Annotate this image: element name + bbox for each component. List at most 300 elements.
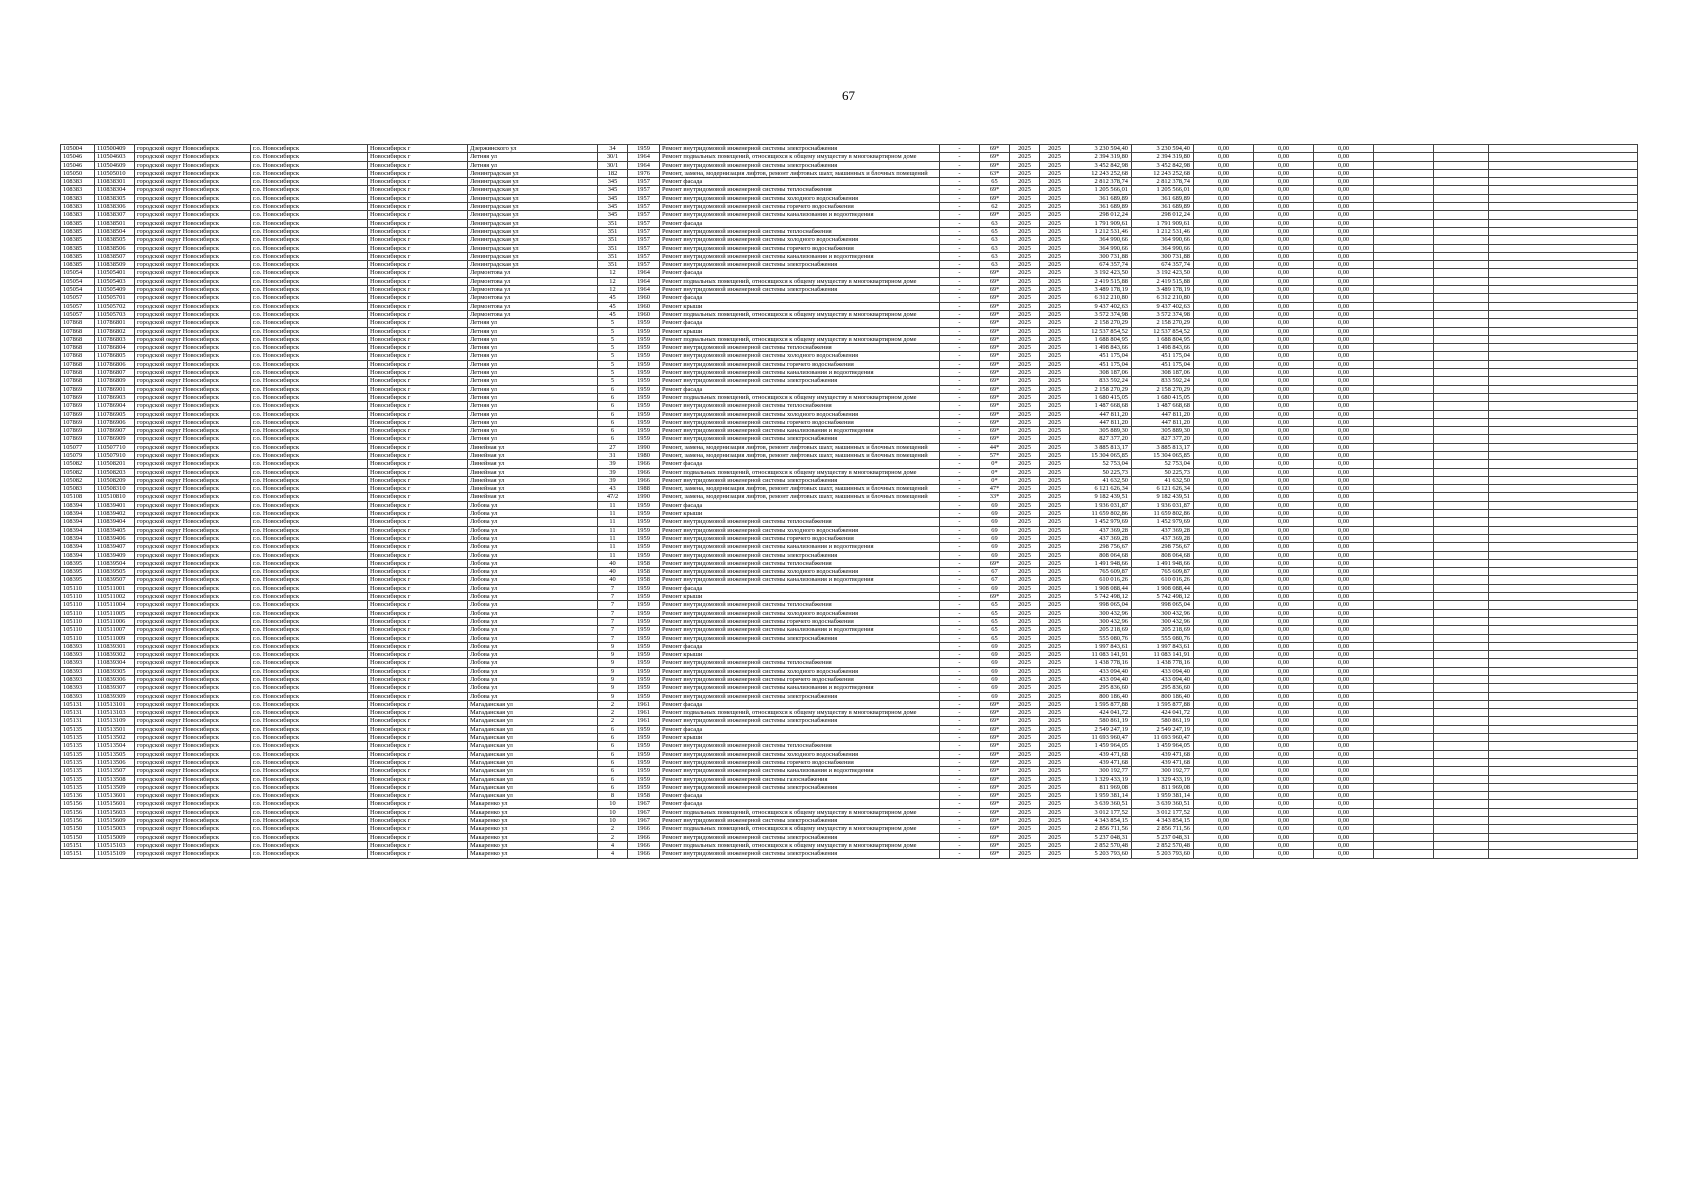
cell-wear-percent: 65 (980, 626, 1010, 634)
cell-work-type: Ремонт внутридомовой инженерной системы электроснабжения (660, 161, 940, 169)
cell-house-number: 45 (598, 310, 628, 318)
cell-build-year: 1957 (628, 252, 660, 260)
cell-street: Лермонтова ул (468, 302, 598, 310)
cell-district: г.о. Новосибирск (251, 684, 368, 692)
cell-wear-percent: 69* (980, 327, 1010, 335)
cell-fund-cost: 610 016,26 (1132, 576, 1194, 584)
cell-value-1: 0,00 (1194, 169, 1254, 177)
cell-empty-2 (1434, 518, 1489, 526)
cell-work-type: Ремонт внутридомовой инженерной системы канализования и водоотведения (660, 543, 940, 551)
cell-dash: - (940, 418, 980, 426)
cell-empty-3 (1489, 269, 1638, 277)
cell-empty-3 (1489, 825, 1638, 833)
table-row (61, 642, 1638, 650)
cell-year-start: 2025 (1010, 659, 1040, 667)
cell-empty-3 (1489, 850, 1638, 858)
cell-empty-1 (1374, 377, 1434, 385)
cell-total-cost: 300 192,77 (1070, 767, 1132, 775)
cell-street: Летняя ул (468, 335, 598, 343)
cell-work-type: Ремонт внутридомовой инженерной системы холодного водоснабжения (660, 352, 940, 360)
cell-empty-2 (1434, 211, 1489, 219)
cell-empty-1 (1374, 360, 1434, 368)
cell-fund-cost: 1 595 877,88 (1132, 700, 1194, 708)
cell-value-1: 0,00 (1194, 684, 1254, 692)
cell-year-end: 2025 (1040, 302, 1070, 310)
cell-empty-2 (1434, 418, 1489, 426)
cell-wear-percent: 69* (980, 369, 1010, 377)
cell-value-2: 0,00 (1254, 808, 1314, 816)
cell-city: Новосибирск г (368, 825, 468, 833)
table-row (61, 352, 1638, 360)
cell-dash: - (940, 551, 980, 559)
cell-empty-3 (1489, 352, 1638, 360)
cell-value-2: 0,00 (1254, 360, 1314, 368)
cell-year-end: 2025 (1040, 792, 1070, 800)
cell-value-3: 0,00 (1314, 360, 1374, 368)
cell-value-2: 0,00 (1254, 410, 1314, 418)
cell-year-end: 2025 (1040, 178, 1070, 186)
cell-municipality: городской округ Новосибирск (135, 186, 251, 194)
cell-value-1: 0,00 (1194, 725, 1254, 733)
cell-build-year: 1959 (628, 783, 660, 791)
cell-empty-2 (1434, 758, 1489, 766)
cell-house-id: 108385 (61, 219, 95, 227)
cell-year-end: 2025 (1040, 617, 1070, 625)
cell-value-3: 0,00 (1314, 501, 1374, 509)
cell-district: г.о. Новосибирск (251, 808, 368, 816)
cell-wear-percent: 69* (980, 294, 1010, 302)
cell-dash: - (940, 145, 980, 153)
cell-city: Новосибирск г (368, 634, 468, 642)
cell-year-start: 2025 (1010, 568, 1040, 576)
cell-value-1: 0,00 (1194, 510, 1254, 518)
cell-value-2: 0,00 (1254, 178, 1314, 186)
table-row (61, 476, 1638, 484)
cell-total-cost: 2 158 270,29 (1070, 385, 1132, 393)
cell-house-id: 105054 (61, 277, 95, 285)
cell-work-code: 110507910 (95, 451, 135, 459)
cell-total-cost: 50 225,73 (1070, 468, 1132, 476)
cell-total-cost: 6 121 626,34 (1070, 485, 1132, 493)
cell-fund-cost: 1 498 843,66 (1132, 344, 1194, 352)
cell-year-end: 2025 (1040, 576, 1070, 584)
table-row (61, 385, 1638, 393)
cell-city: Новосибирск г (368, 460, 468, 468)
cell-year-end: 2025 (1040, 252, 1070, 260)
cell-house-number: 27 (598, 443, 628, 451)
cell-wear-percent: 69* (980, 393, 1010, 401)
cell-value-3: 0,00 (1314, 269, 1374, 277)
cell-empty-1 (1374, 468, 1434, 476)
cell-value-1: 0,00 (1194, 568, 1254, 576)
cell-empty-2 (1434, 435, 1489, 443)
cell-value-1: 0,00 (1194, 485, 1254, 493)
cell-wear-percent: 63 (980, 219, 1010, 227)
cell-wear-percent: 69 (980, 518, 1010, 526)
cell-value-2: 0,00 (1254, 700, 1314, 708)
cell-street: Магаданская ул (468, 709, 598, 717)
cell-value-3: 0,00 (1314, 402, 1374, 410)
cell-value-2: 0,00 (1254, 825, 1314, 833)
cell-year-end: 2025 (1040, 510, 1070, 518)
cell-year-start: 2025 (1010, 601, 1040, 609)
cell-street: Лобова ул (468, 626, 598, 634)
cell-build-year: 1958 (628, 576, 660, 584)
cell-district: г.о. Новосибирск (251, 659, 368, 667)
cell-work-type: Ремонт внутридомовой инженерной системы электроснабжения (660, 717, 940, 725)
cell-year-start: 2025 (1010, 576, 1040, 584)
cell-street: Магаданская ул (468, 767, 598, 775)
cell-dash: - (940, 252, 980, 260)
table-row (61, 493, 1638, 501)
cell-work-code: 110508203 (95, 468, 135, 476)
cell-value-3: 0,00 (1314, 294, 1374, 302)
cell-value-3: 0,00 (1314, 850, 1374, 858)
cell-work-code: 110786907 (95, 427, 135, 435)
cell-district: г.о. Новосибирск (251, 817, 368, 825)
cell-street: Летняя ул (468, 402, 598, 410)
cell-value-2: 0,00 (1254, 518, 1314, 526)
cell-year-end: 2025 (1040, 775, 1070, 783)
cell-house-number: 11 (598, 551, 628, 559)
table-row (61, 709, 1638, 717)
cell-street: Лобова ул (468, 501, 598, 509)
cell-value-2: 0,00 (1254, 510, 1314, 518)
cell-dash: - (940, 319, 980, 327)
cell-year-end: 2025 (1040, 402, 1070, 410)
cell-house-id: 105150 (61, 833, 95, 841)
cell-house-number: 5 (598, 369, 628, 377)
cell-dash: - (940, 435, 980, 443)
cell-empty-2 (1434, 783, 1489, 791)
cell-dash: - (940, 634, 980, 642)
cell-total-cost: 447 811,20 (1070, 418, 1132, 426)
cell-year-end: 2025 (1040, 451, 1070, 459)
cell-municipality: городской округ Новосибирск (135, 767, 251, 775)
cell-street: Лобова ул (468, 609, 598, 617)
cell-empty-3 (1489, 559, 1638, 567)
cell-year-end: 2025 (1040, 841, 1070, 849)
cell-total-cost: 1 438 778,16 (1070, 659, 1132, 667)
cell-empty-1 (1374, 344, 1434, 352)
cell-year-end: 2025 (1040, 203, 1070, 211)
cell-work-code: 110505010 (95, 169, 135, 177)
cell-value-2: 0,00 (1254, 161, 1314, 169)
cell-empty-3 (1489, 410, 1638, 418)
cell-build-year: 1959 (628, 651, 660, 659)
cell-year-end: 2025 (1040, 692, 1070, 700)
cell-value-2: 0,00 (1254, 145, 1314, 153)
cell-dash: - (940, 186, 980, 194)
cell-house-number: 11 (598, 526, 628, 534)
cell-empty-3 (1489, 153, 1638, 161)
cell-total-cost: 3 192 423,50 (1070, 269, 1132, 277)
cell-empty-3 (1489, 377, 1638, 385)
cell-total-cost: 361 689,89 (1070, 194, 1132, 202)
cell-value-3: 0,00 (1314, 817, 1374, 825)
cell-empty-3 (1489, 443, 1638, 451)
cell-year-start: 2025 (1010, 692, 1040, 700)
cell-empty-1 (1374, 476, 1434, 484)
cell-year-start: 2025 (1010, 468, 1040, 476)
cell-municipality: городской округ Новосибирск (135, 153, 251, 161)
cell-city: Новосибирск г (368, 219, 468, 227)
cell-dash: - (940, 783, 980, 791)
cell-work-type: Ремонт, замена, модернизация лифтов, ремонт лифтовых шахт, машинных и блочных помещений (660, 485, 940, 493)
cell-empty-1 (1374, 634, 1434, 642)
cell-municipality: городской округ Новосибирск (135, 435, 251, 443)
cell-work-code: 110838507 (95, 252, 135, 260)
cell-build-year: 1959 (628, 418, 660, 426)
cell-fund-cost: 300 731,88 (1132, 252, 1194, 260)
cell-value-1: 0,00 (1194, 211, 1254, 219)
cell-total-cost: 3 885 813,17 (1070, 443, 1132, 451)
cell-wear-percent: 65 (980, 634, 1010, 642)
cell-value-2: 0,00 (1254, 634, 1314, 642)
cell-work-code: 110508310 (95, 485, 135, 493)
cell-city: Новосибирск г (368, 568, 468, 576)
cell-house-id: 105156 (61, 800, 95, 808)
cell-dash: - (940, 651, 980, 659)
cell-year-start: 2025 (1010, 410, 1040, 418)
table-row (61, 211, 1638, 219)
cell-city: Новосибирск г (368, 410, 468, 418)
cell-street: Ленинградская ул (468, 194, 598, 202)
cell-house-number: 182 (598, 169, 628, 177)
table-row (61, 559, 1638, 567)
cell-house-number: 351 (598, 236, 628, 244)
cell-value-1: 0,00 (1194, 601, 1254, 609)
cell-work-code: 110839302 (95, 651, 135, 659)
cell-city: Новосибирск г (368, 186, 468, 194)
cell-value-1: 0,00 (1194, 203, 1254, 211)
cell-house-id: 105135 (61, 783, 95, 791)
cell-fund-cost: 437 369,28 (1132, 534, 1194, 542)
cell-empty-3 (1489, 178, 1638, 186)
cell-work-code: 110513101 (95, 700, 135, 708)
cell-house-number: 11 (598, 518, 628, 526)
cell-total-cost: 2 856 711,56 (1070, 825, 1132, 833)
cell-work-type: Ремонт внутридомовой инженерной системы электроснабжения (660, 435, 940, 443)
cell-value-2: 0,00 (1254, 244, 1314, 252)
cell-city: Новосибирск г (368, 451, 468, 459)
cell-empty-2 (1434, 385, 1489, 393)
cell-work-type: Ремонт внутридомовой инженерной системы электроснабжения (660, 476, 940, 484)
cell-value-1: 0,00 (1194, 319, 1254, 327)
cell-build-year: 1958 (628, 792, 660, 800)
table-row (61, 227, 1638, 235)
cell-work-type: Ремонт фасада (660, 269, 940, 277)
cell-build-year: 1959 (628, 609, 660, 617)
cell-work-code: 110511009 (95, 634, 135, 642)
cell-district: г.о. Новосибирск (251, 186, 368, 194)
cell-empty-3 (1489, 227, 1638, 235)
cell-district: г.о. Новосибирск (251, 203, 368, 211)
cell-year-end: 2025 (1040, 850, 1070, 858)
cell-empty-1 (1374, 576, 1434, 584)
table-row (61, 792, 1638, 800)
cell-empty-1 (1374, 219, 1434, 227)
cell-empty-1 (1374, 410, 1434, 418)
cell-work-type: Ремонт внутридомовой инженерной системы канализования и водоотведения (660, 684, 940, 692)
cell-value-2: 0,00 (1254, 584, 1314, 592)
cell-value-2: 0,00 (1254, 676, 1314, 684)
cell-value-1: 0,00 (1194, 576, 1254, 584)
cell-total-cost: 1 212 531,46 (1070, 227, 1132, 235)
cell-year-end: 2025 (1040, 485, 1070, 493)
cell-empty-2 (1434, 817, 1489, 825)
cell-street: Лермонтова ул (468, 310, 598, 318)
cell-district: г.о. Новосибирск (251, 750, 368, 758)
cell-fund-cost: 3 452 842,98 (1132, 161, 1194, 169)
cell-street: Магаданская ул (468, 758, 598, 766)
cell-year-end: 2025 (1040, 476, 1070, 484)
cell-value-3: 0,00 (1314, 385, 1374, 393)
cell-work-type: Ремонт внутридомовой инженерной системы холодного водоснабжения (660, 526, 940, 534)
cell-work-code: 110786904 (95, 402, 135, 410)
cell-value-2: 0,00 (1254, 551, 1314, 559)
cell-district: г.о. Новосибирск (251, 277, 368, 285)
cell-fund-cost: 439 471,68 (1132, 758, 1194, 766)
cell-house-id: 108393 (61, 692, 95, 700)
cell-empty-3 (1489, 476, 1638, 484)
cell-house-id: 108385 (61, 236, 95, 244)
cell-street: Магаданская ул (468, 750, 598, 758)
cell-value-3: 0,00 (1314, 833, 1374, 841)
cell-build-year: 1990 (628, 493, 660, 501)
cell-year-end: 2025 (1040, 651, 1070, 659)
cell-empty-3 (1489, 709, 1638, 717)
cell-city: Новосибирск г (368, 609, 468, 617)
cell-year-end: 2025 (1040, 634, 1070, 642)
cell-year-end: 2025 (1040, 286, 1070, 294)
cell-street: Ленинградская ул (468, 252, 598, 260)
cell-build-year: 1966 (628, 460, 660, 468)
cell-value-2: 0,00 (1254, 236, 1314, 244)
table-row (61, 634, 1638, 642)
cell-total-cost: 295 836,60 (1070, 684, 1132, 692)
cell-district: г.о. Новосибирск (251, 319, 368, 327)
cell-house-number: 12 (598, 269, 628, 277)
cell-empty-3 (1489, 460, 1638, 468)
cell-dash: - (940, 219, 980, 227)
cell-fund-cost: 298 012,24 (1132, 211, 1194, 219)
cell-empty-2 (1434, 443, 1489, 451)
cell-total-cost: 800 186,40 (1070, 692, 1132, 700)
cell-build-year: 1961 (628, 717, 660, 725)
table-row (61, 717, 1638, 725)
cell-year-start: 2025 (1010, 269, 1040, 277)
cell-year-start: 2025 (1010, 286, 1040, 294)
cell-year-end: 2025 (1040, 684, 1070, 692)
cell-house-id: 105057 (61, 310, 95, 318)
cell-municipality: городской округ Новосибирск (135, 841, 251, 849)
cell-value-3: 0,00 (1314, 750, 1374, 758)
cell-year-start: 2025 (1010, 800, 1040, 808)
cell-empty-1 (1374, 559, 1434, 567)
cell-value-3: 0,00 (1314, 568, 1374, 576)
cell-empty-2 (1434, 725, 1489, 733)
cell-empty-3 (1489, 750, 1638, 758)
cell-work-type: Ремонт, замена, модернизация лифтов, ремонт лифтовых шахт, машинных и блочных помещений (660, 169, 940, 177)
cell-empty-3 (1489, 817, 1638, 825)
cell-house-id: 105046 (61, 153, 95, 161)
cell-street: Линейная ул (468, 451, 598, 459)
cell-house-id: 108393 (61, 684, 95, 692)
cell-year-start: 2025 (1010, 493, 1040, 501)
table-row (61, 518, 1638, 526)
cell-year-start: 2025 (1010, 725, 1040, 733)
cell-value-3: 0,00 (1314, 410, 1374, 418)
cell-value-2: 0,00 (1254, 286, 1314, 294)
cell-dash: - (940, 734, 980, 742)
cell-value-1: 0,00 (1194, 667, 1254, 675)
cell-year-end: 2025 (1040, 277, 1070, 285)
table-row (61, 725, 1638, 733)
cell-work-type: Ремонт фасада (660, 385, 940, 393)
cell-dash: - (940, 261, 980, 269)
cell-fund-cost: 437 369,28 (1132, 526, 1194, 534)
cell-year-start: 2025 (1010, 833, 1040, 841)
cell-district: г.о. Новосибирск (251, 526, 368, 534)
cell-house-number: 7 (598, 593, 628, 601)
cell-fund-cost: 300 192,77 (1132, 767, 1194, 775)
cell-value-2: 0,00 (1254, 501, 1314, 509)
cell-value-2: 0,00 (1254, 252, 1314, 260)
table-row (61, 244, 1638, 252)
cell-empty-2 (1434, 493, 1489, 501)
cell-empty-3 (1489, 468, 1638, 476)
cell-city: Новосибирск г (368, 667, 468, 675)
cell-value-3: 0,00 (1314, 775, 1374, 783)
cell-municipality: городской округ Новосибирск (135, 626, 251, 634)
table-row (61, 576, 1638, 584)
cell-value-3: 0,00 (1314, 717, 1374, 725)
cell-city: Новосибирск г (368, 427, 468, 435)
cell-house-id: 107869 (61, 418, 95, 426)
cell-fund-cost: 1 688 804,95 (1132, 335, 1194, 343)
cell-street: Линейная ул (468, 493, 598, 501)
cell-city: Новосибирск г (368, 659, 468, 667)
cell-wear-percent: 69* (980, 775, 1010, 783)
cell-work-code: 110839507 (95, 576, 135, 584)
cell-municipality: городской округ Новосибирск (135, 219, 251, 227)
cell-work-type: Ремонт крыши (660, 651, 940, 659)
cell-city: Новосибирск г (368, 194, 468, 202)
cell-district: г.о. Новосибирск (251, 227, 368, 235)
cell-work-type: Ремонт крыши (660, 593, 940, 601)
cell-value-2: 0,00 (1254, 261, 1314, 269)
cell-dash: - (940, 211, 980, 219)
cell-dash: - (940, 427, 980, 435)
cell-fund-cost: 1 452 979,69 (1132, 518, 1194, 526)
cell-city: Новосибирск г (368, 402, 468, 410)
cell-value-3: 0,00 (1314, 593, 1374, 601)
cell-district: г.о. Новосибирск (251, 559, 368, 567)
cell-value-2: 0,00 (1254, 460, 1314, 468)
cell-value-2: 0,00 (1254, 709, 1314, 717)
cell-dash: - (940, 642, 980, 650)
table-row (61, 734, 1638, 742)
cell-year-end: 2025 (1040, 410, 1070, 418)
cell-empty-3 (1489, 734, 1638, 742)
cell-value-3: 0,00 (1314, 551, 1374, 559)
cell-house-number: 9 (598, 692, 628, 700)
cell-house-number: 9 (598, 659, 628, 667)
cell-work-type: Ремонт внутридомовой инженерной системы холодного водоснабжения (660, 236, 940, 244)
cell-value-2: 0,00 (1254, 352, 1314, 360)
cell-district: г.о. Новосибирск (251, 418, 368, 426)
